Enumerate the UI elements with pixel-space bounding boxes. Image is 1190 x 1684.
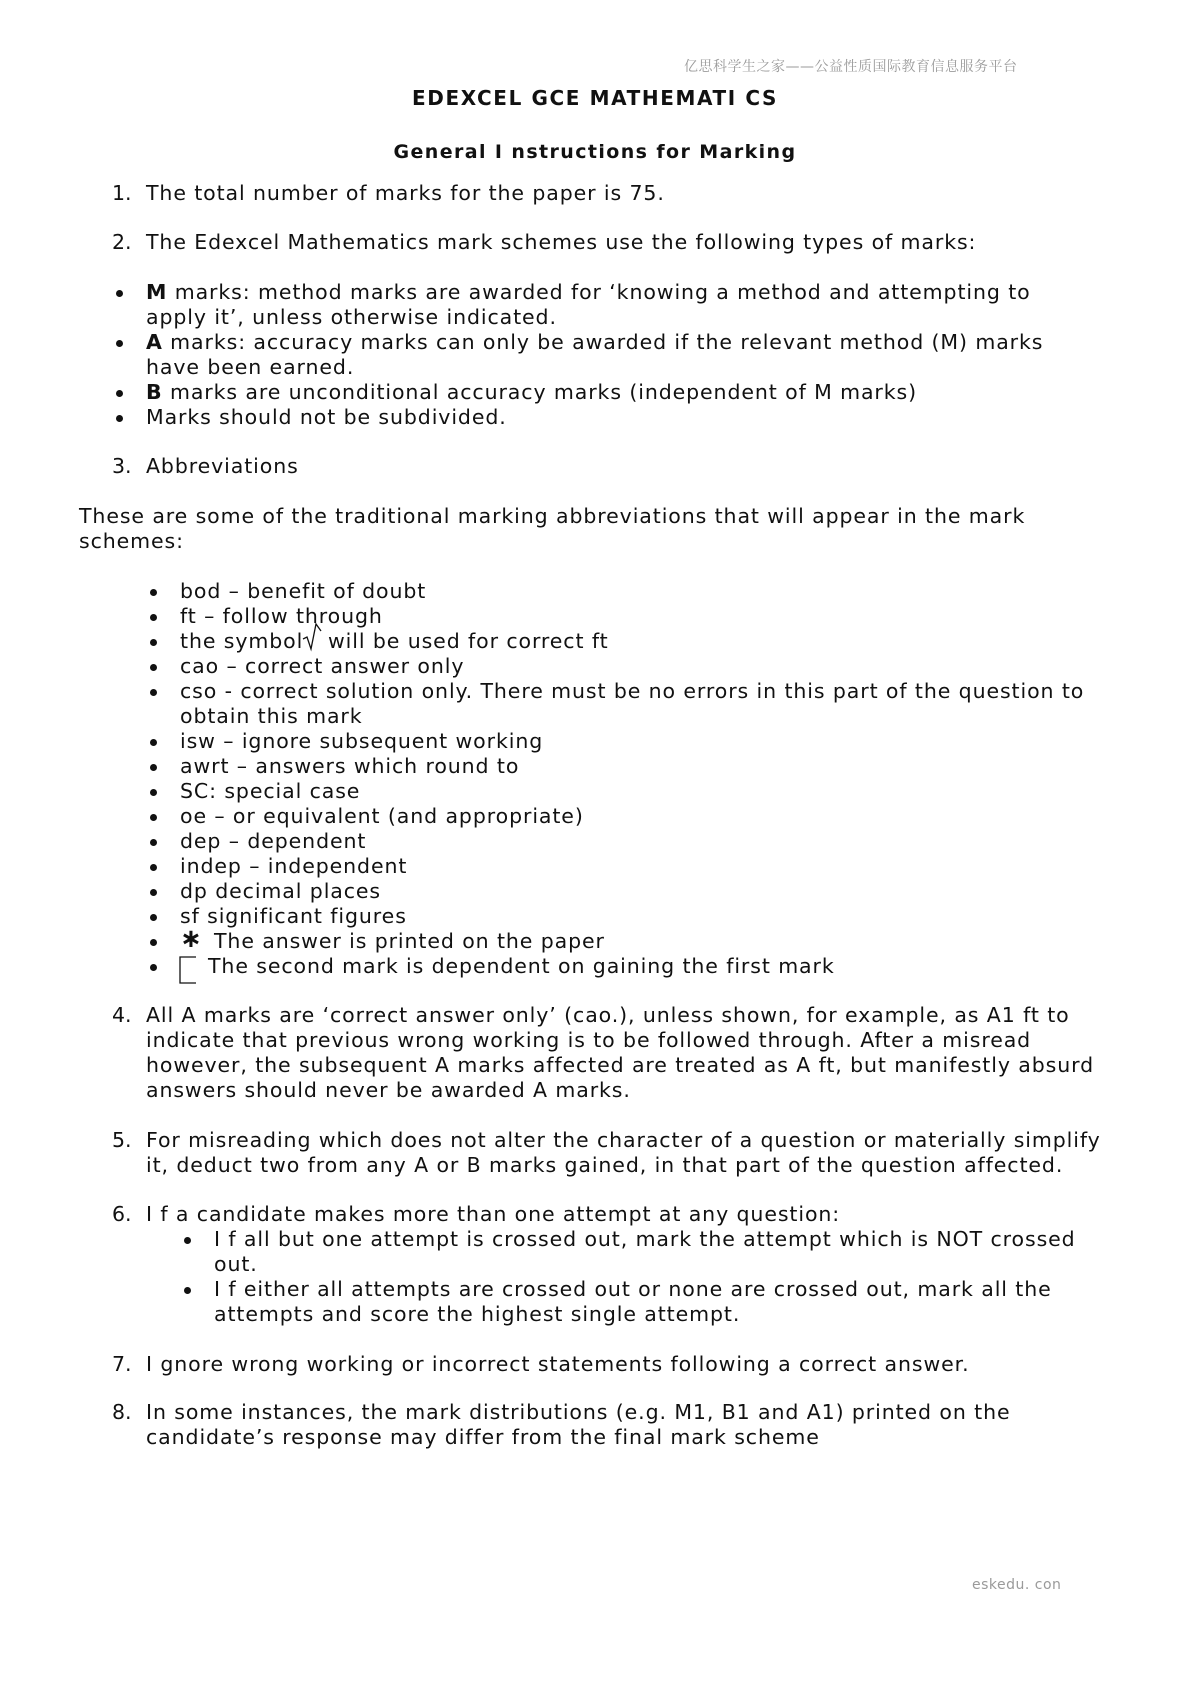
subdivide-line: Marks should not be subdivided. [146,405,507,429]
bullet-icon [116,340,123,347]
a-marks-line-2: have been earned. [146,355,355,379]
bullet-icon [150,839,157,846]
bullet-icon [150,864,157,871]
bullet-icon [150,589,157,596]
abbr-indep: indep – independent [180,854,408,878]
item-number-5: 5. [112,1128,132,1152]
item-6b-line-2: attempts and score the highest single attempt. [214,1302,741,1326]
bullet-icon [184,1237,191,1244]
item-8-line-1: In some instances, the mark distributions (e.g. M1, B1 and A1) printed on the [146,1400,1011,1424]
item-5-line-2: it, deduct two from any A or B marks gained, in that part of the question affected. [146,1153,1064,1177]
abbr-cso-line-1: cso - correct solution only. There must be no errors in this part of the question to [180,679,1085,703]
a-marks-line-1 [146,329,1043,356]
abbr-bod: bod – benefit of doubt [180,579,427,603]
abbr-sc: SC: special case [180,779,361,803]
item-6b-line-1: I f either all attempts are crossed out or none are crossed out, mark all the [214,1277,1052,1301]
item-number-4: 4. [112,1003,132,1027]
m-marks-desc: marks: method marks are awarded for ‘knowing a method and attempting to [167,280,1031,304]
item-4-line-1: All A marks are ‘correct answer only’ (cao.), unless shown, for example, as A1 ft to [146,1003,1070,1027]
item-3-text: Abbreviations [146,454,299,478]
b-marks-label: B [146,380,163,404]
item-4-line-2: indicate that previous wrong working is to be followed through. After a misread [146,1028,1032,1052]
abbr-cso-line-2: obtain this mark [180,704,363,728]
item-4-line-3: however, the subsequent A marks affected are treated as A ft, but manifestly absurd [146,1053,1095,1077]
bullet-icon [116,390,123,397]
abbr-ft: ft – follow through [180,604,383,628]
bullet-icon [150,764,157,771]
b-marks-line [146,379,917,406]
tick-root-icon [301,622,323,652]
page-title: EDEXCEL GCE MATHEMATI CS [412,86,778,110]
bullet-icon [150,789,157,796]
m-marks-line-2: apply it’, unless otherwise indicated. [146,305,557,329]
bullet-icon [150,914,157,921]
watermark-footer: eskedu. con [972,1577,1062,1593]
abbr-cao: cao – correct answer only [180,654,465,678]
item-number-2: 2. [112,230,132,254]
item-8-line-2: candidate’s response may differ from the final mark scheme [146,1425,820,1449]
item-4-line-4: answers should never be awarded A marks. [146,1078,631,1102]
m-marks-line-1 [146,279,1031,306]
item-1-text: The total number of marks for the paper is 75. [146,181,665,205]
bullet-icon [116,290,123,297]
item-6a-line-2: out. [214,1252,258,1276]
abbr-sf: sf significant figures [180,904,407,928]
item-6-text: I f a candidate makes more than one attempt at any question: [146,1202,841,1226]
bullet-icon [150,964,157,971]
bullet-icon [150,889,157,896]
item-number-6: 6. [112,1202,132,1226]
bullet-icon [150,939,157,946]
abbr-isw: isw – ignore subsequent working [180,729,544,753]
bullet-icon [184,1287,191,1294]
item-2-text: The Edexcel Mathematics mark schemes use the following types of marks: [146,230,977,254]
bullet-icon [150,664,157,671]
watermark-header: 亿思科学生之家——公益性质国际教育信息服务平台 [684,59,1018,75]
bullet-icon [116,415,123,422]
abbr-dep: dep – dependent [180,829,367,853]
item-number-1: 1. [112,181,132,205]
item-number-7: 7. [112,1352,132,1376]
a-marks-label: A [146,330,163,354]
bullet-icon [150,639,157,646]
a-marks-desc: marks: accuracy marks can only be awarded if the relevant method (M) marks [162,330,1044,354]
asterisk-icon: ∗ [180,924,202,954]
abbr-intro-line-2: schemes: [79,529,184,553]
page-subtitle: General I nstructions for Marking [393,141,797,163]
bullet-icon [150,689,157,696]
item-5-line-1: For misreading which does not alter the character of a question or materially simplify [146,1128,1101,1152]
item-number-3: 3. [112,454,132,478]
b-marks-desc: marks are unconditional accuracy marks (independent of M marks) [162,380,918,404]
item-7-text: I gnore wrong working or incorrect statements following a correct answer. [146,1352,970,1376]
abbr-oe: oe – or equivalent (and appropriate) [180,804,584,828]
item-number-8: 8. [112,1400,132,1424]
bullet-icon [150,614,157,621]
abbr-symbol-label: the symbol [180,629,304,653]
abbr-dependent-mark: The second mark is dependent on gaining the first mark [208,954,835,978]
m-marks-label: M [146,280,168,304]
item-6a-line-1: I f all but one attempt is crossed out, mark the attempt which is NOT crossed [214,1227,1076,1251]
abbr-awrt: awrt – answers which round to [180,754,520,778]
abbr-symbol-desc: will be used for correct ft [328,629,609,653]
bullet-icon [150,739,157,746]
abbr-printed-answer: The answer is printed on the paper [214,929,605,953]
bullet-icon [150,814,157,821]
abbr-intro-line-1: These are some of the traditional marking abbreviations that will appear in the mark [79,504,1026,528]
abbr-dp: dp decimal places [180,879,382,903]
dependent-bracket-icon [176,954,202,986]
